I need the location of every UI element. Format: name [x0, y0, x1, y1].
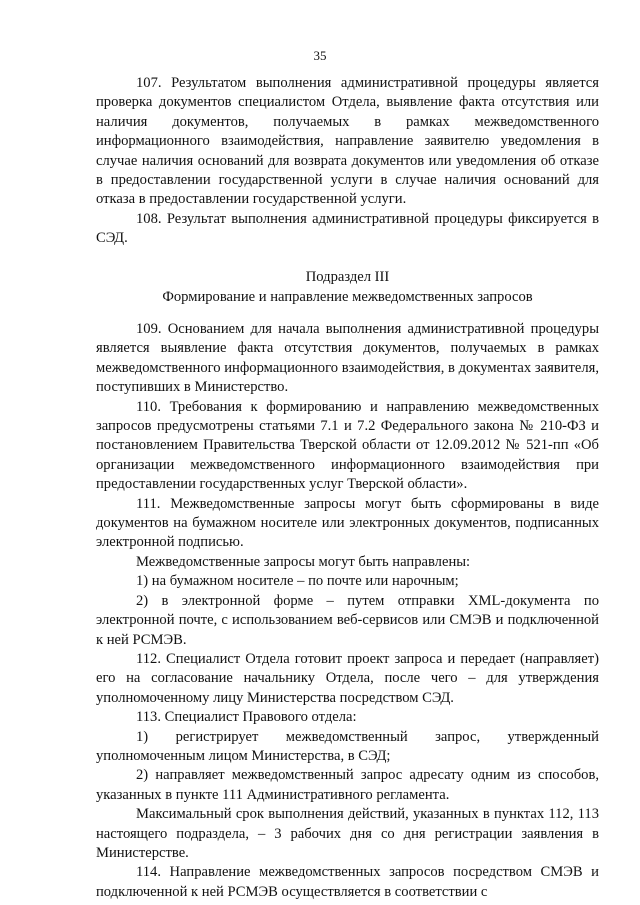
paragraph-112: 112. Специалист Отдела готовит проект запроса и передает (направляет) его на согласование начальнику Отдела, после чего – для утверждения уполномоченному лицу Министерства посредством СЭД.: [96, 650, 599, 706]
paragraph-108: 108. Результат выполнения административной процедуры фиксируется в СЭД.: [96, 210, 599, 247]
paragraph-107: 107. Результатом выполнения административной процедуры является проверка документов специалистом Отдела, выявление факта отсутствия или наличия документов, получаемых в рамках межведомственного информационного взаимодействия, направление заявителю уведомления в случае наличия оснований для возврата документов или уведомления об отказе в предоставлении государственной услуги в случае наличия оснований для отказа в предоставлении государственной услуги.: [96, 75, 599, 208]
paragraph-109: 109. Основанием для начала выполнения административной процедуры является выявление факта отсутствия документов, получаемых в рамках межведомственного информационного взаимодействия, в документах заявителя, поступивших в Министерство.: [96, 321, 599, 396]
paragraph-113: 113. Специалист Правового отдела:: [136, 709, 357, 726]
page-number: 35: [313, 48, 327, 63]
list-item-electronic: 2) в электронной форме – путем отправки XML-документа по электронной почте, с использованием веб-сервисов или СМЭВ и подключенной к ней РСМЭВ.: [96, 592, 599, 648]
paragraph-max-term: Максимальный срок выполнения действий, указанных в пунктах 112, 113 настоящего подраздела, – 3 рабочих дня со дня регистрации заявления в Министерстве.: [96, 806, 599, 861]
list-item-register: 1) регистрирует межведомственный запрос, утвержденный уполномоченным лицом Министерства, в СЭД;: [96, 728, 599, 764]
paragraph-requests-intro: Межведомственные запросы могут быть направлены:: [136, 553, 471, 570]
subsection-title: Формирование и направление межведомственных запросов: [162, 289, 533, 305]
paragraph-111: 111. Межведомственные запросы могут быть сформированы в виде документов на бумажном носителе или электронных документов, подписанных электронной подписью.: [96, 495, 599, 551]
main-text-block: [96, 320, 599, 902]
list-item-paper: 1) на бумажном носителе – по почте или нарочным;: [136, 573, 459, 590]
top-text-block: [96, 74, 599, 249]
list-item-send: 2) направляет межведомственный запрос адресату одним из способов, указанных в пункте 111 Административного регламента.: [96, 767, 599, 803]
subsection-label: Подраздел III: [305, 269, 390, 285]
paragraph-110: 110. Требования к формированию и направлению межведомственных запросов предусмотрены статьями 7.1 и 7.2 Федерального закона № 210-ФЗ и постановлением Правительства Тверской области от 12.09.2012 № 521-пп «Об организации межведомственного информационного взаимодействия при предоставлении государственных услуг Тверской области».: [96, 398, 599, 493]
paragraph-114: 114. Направление межведомственных запросов посредством СМЭВ и подключенной к ней РСМЭВ осуществляется в соответствии с: [96, 864, 599, 900]
